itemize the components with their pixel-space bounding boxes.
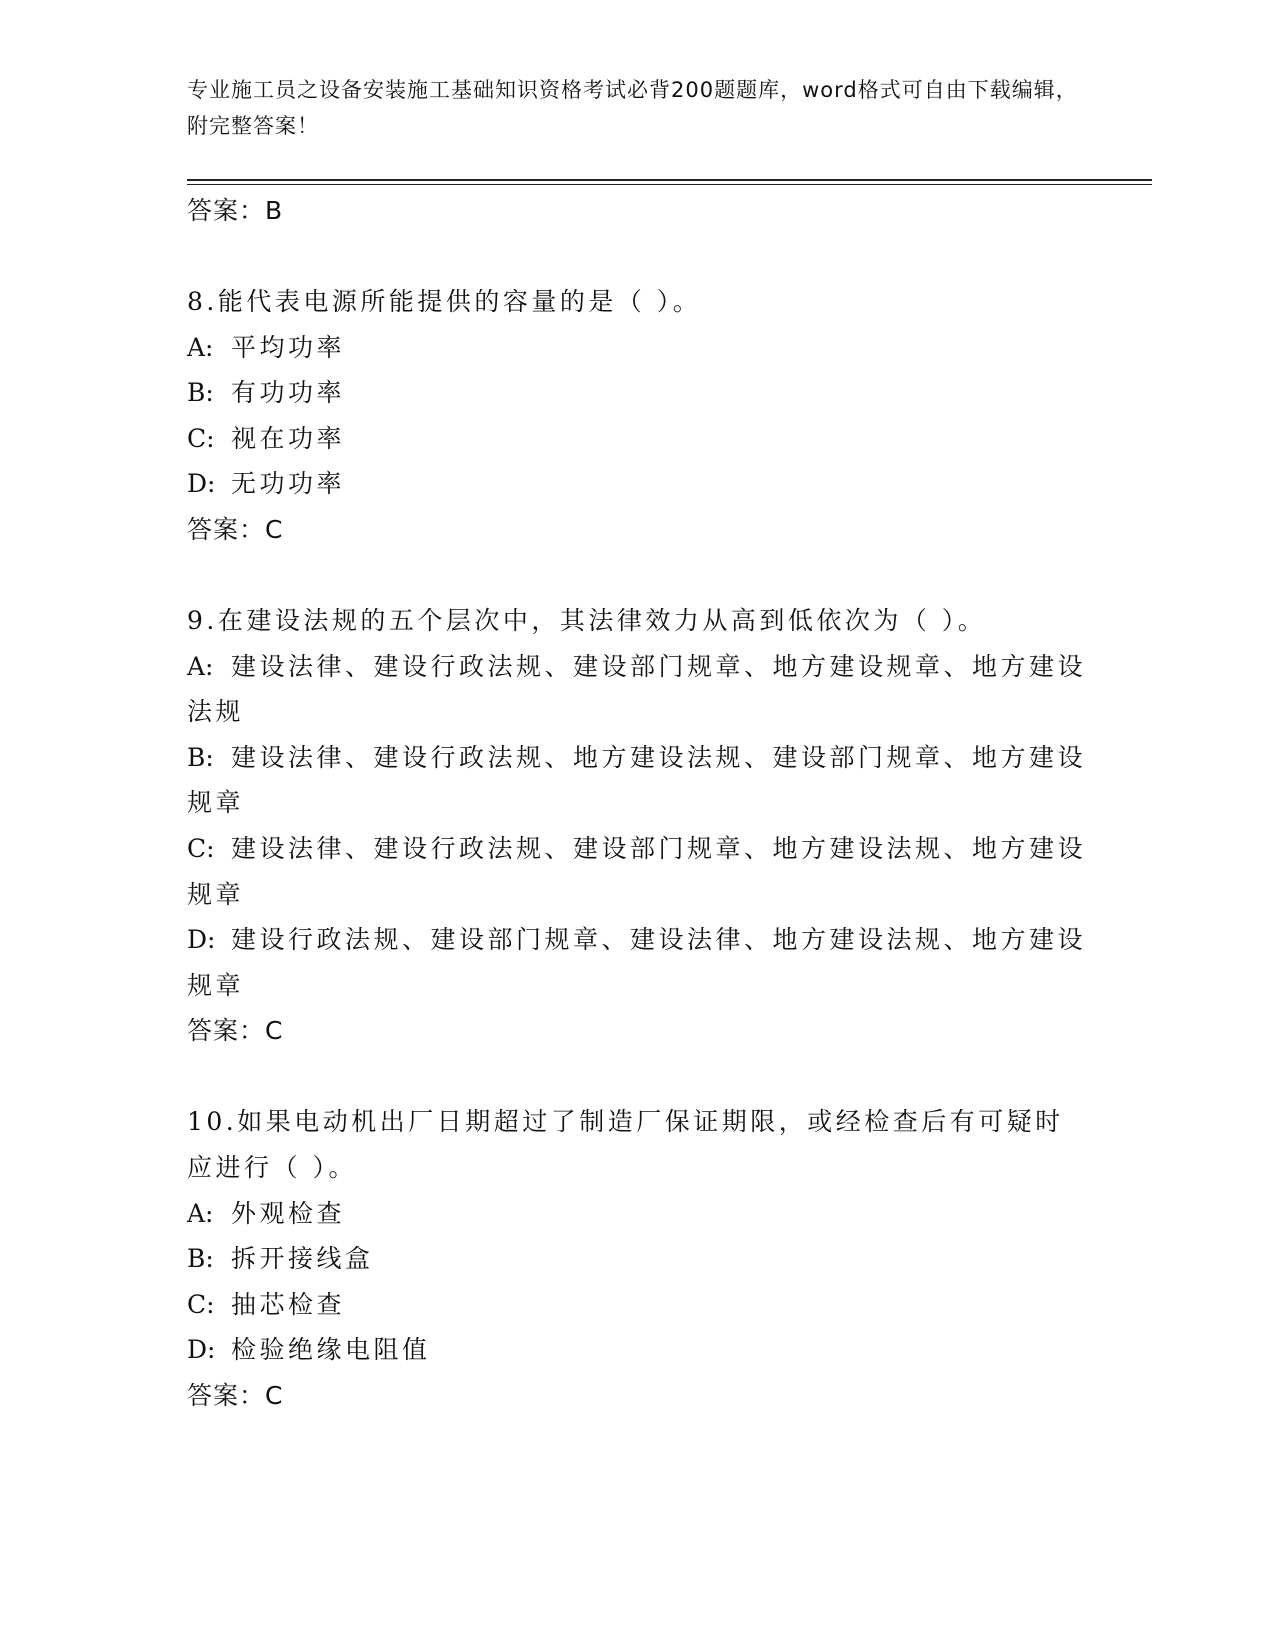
option-letter: B: [187, 1244, 214, 1274]
option-text: 外观检查 [231, 1198, 346, 1228]
document-header: 专业施工员之设备安装施工基础知识资格考试必背200题题库，word格式可自由下载编辑，附完整答案！ [187, 78, 1078, 138]
option-c [187, 1282, 1087, 1328]
answer-line: 答案：C [187, 1380, 284, 1410]
option-letter: D: [187, 469, 216, 499]
option-text: 拆开接线盒 [231, 1244, 374, 1274]
option-text: 抽芯检查 [231, 1289, 346, 1319]
option-text: 视在功率 [231, 423, 346, 453]
header-rule-thin [187, 184, 1152, 185]
question-8 [187, 279, 1087, 552]
document-body [187, 188, 1087, 1418]
answer-line: 答案：C [187, 1016, 284, 1046]
option-text: 平均功率 [231, 332, 346, 362]
answer-line: 答案：C [187, 514, 284, 544]
option-a [187, 1191, 1087, 1237]
option-b [187, 735, 1087, 826]
option-d [187, 1327, 1087, 1373]
option-c [187, 416, 1087, 462]
option-letter: D: [187, 925, 216, 955]
option-letter: B: [187, 742, 214, 772]
option-letter: C: [187, 423, 215, 453]
option-letter: A: [187, 651, 214, 681]
option-letter: D: [187, 1335, 216, 1365]
question-text: 9.在建设法规的五个层次中，其法律效力从高到低依次为（ ）。 [187, 605, 987, 635]
option-text: 建设行政法规、建设部门规章、建设法律、地方建设法规、地方建设规章 [187, 925, 1087, 1000]
question-text: 10.如果电动机出厂日期超过了制造厂保证期限，或经检查后有可疑时应进行（ ）。 [187, 1107, 1064, 1182]
option-letter: B: [187, 378, 214, 408]
option-letter: C: [187, 833, 215, 863]
question-9 [187, 598, 1087, 1053]
option-d [187, 917, 1087, 1008]
option-text: 无功功率 [231, 469, 346, 499]
option-c [187, 826, 1087, 917]
option-letter: C: [187, 1289, 215, 1319]
answer-line: 答案：B [187, 196, 284, 225]
header-rule-thick [187, 179, 1152, 181]
option-letter: A: [187, 332, 214, 362]
option-b [187, 1236, 1087, 1282]
option-text: 建设法律、建设行政法规、建设部门规章、地方建设法规、地方建设规章 [187, 833, 1087, 909]
option-d [187, 461, 1087, 507]
question-10 [187, 1099, 1087, 1418]
option-letter: A: [187, 1198, 214, 1228]
option-a [187, 325, 1087, 371]
option-text: 检验绝缘电阻值 [231, 1335, 431, 1365]
question-text: 8.能代表电源所能提供的容量的是（ ）。 [187, 287, 702, 316]
option-text: 有功功率 [231, 378, 346, 408]
option-text: 建设法律、建设行政法规、地方建设法规、建设部门规章、地方建设规章 [187, 742, 1087, 818]
option-a [187, 644, 1087, 735]
option-b [187, 370, 1087, 416]
option-text: 建设法律、建设行政法规、建设部门规章、地方建设规章、地方建设法规 [187, 651, 1087, 727]
